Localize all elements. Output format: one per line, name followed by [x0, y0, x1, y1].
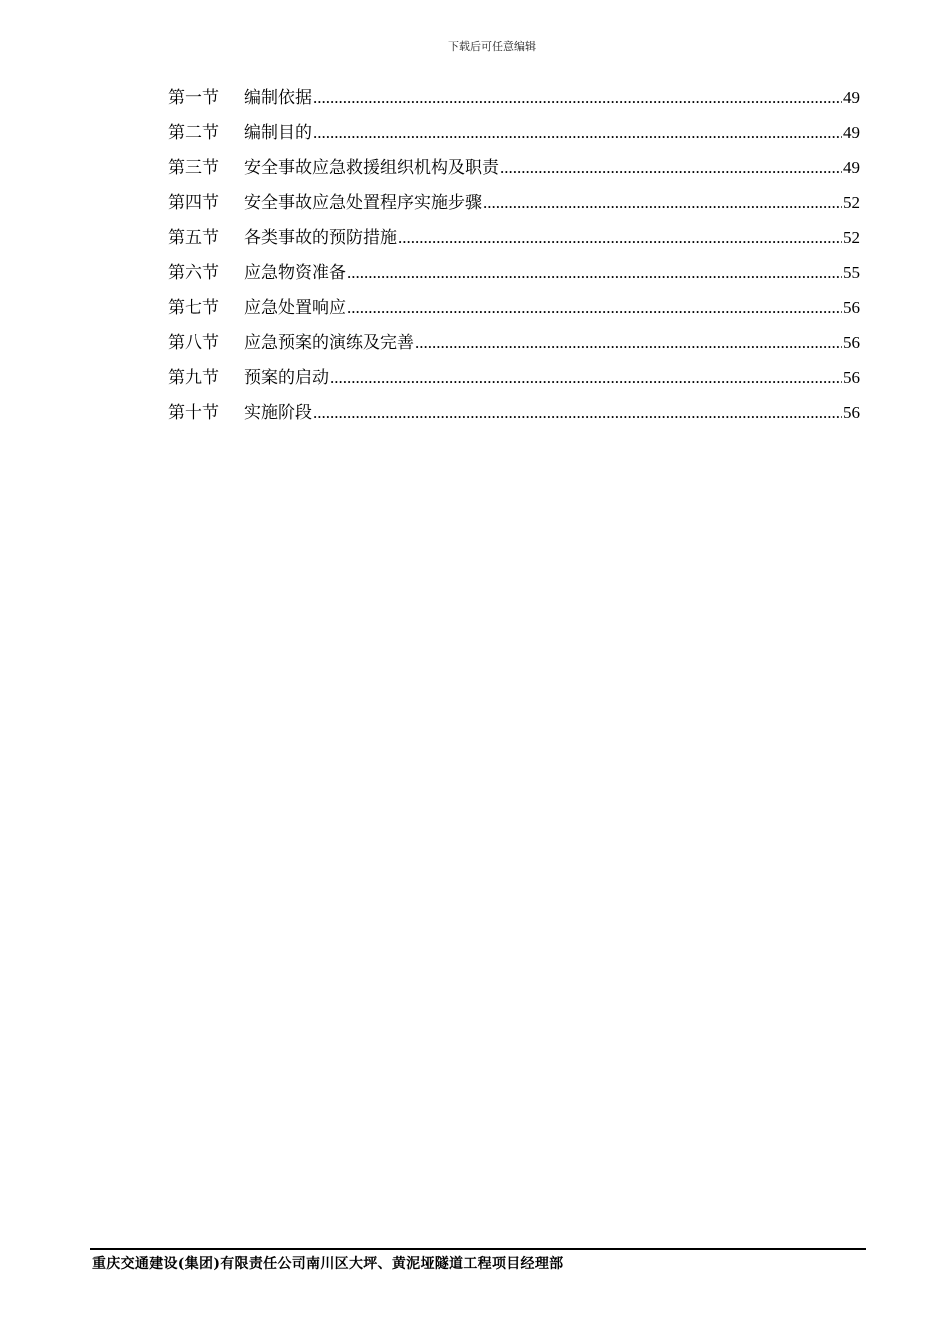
toc-section-title: 预案的启动 — [244, 368, 329, 388]
toc-section-title: 安全事故应急救援组织机构及职责 — [244, 158, 499, 178]
toc-page-number: 56 — [843, 333, 860, 352]
toc-section-number: 第八节 — [168, 333, 219, 353]
toc-section-title: 应急处置响应 — [244, 298, 346, 318]
toc-page-number: 56 — [843, 403, 860, 422]
toc-section-number: 第四节 — [168, 193, 219, 213]
toc-section-title: 应急预案的演练及完善 — [244, 333, 414, 353]
toc-dot-leader — [500, 154, 842, 182]
toc-entry[interactable] — [168, 329, 860, 364]
toc-section-number: 第二节 — [168, 123, 219, 143]
toc-section-title: 编制依据 — [244, 88, 312, 108]
toc-page-number: 56 — [843, 298, 860, 317]
toc-section-title: 各类事故的预防措施 — [244, 228, 397, 248]
toc-dot-leader — [313, 399, 842, 427]
toc-dot-leader — [398, 224, 842, 252]
toc-section-title: 应急物资准备 — [244, 263, 346, 283]
toc-entry[interactable] — [168, 259, 860, 294]
toc-section-title: 实施阶段 — [244, 403, 312, 423]
footer-company-name: 重庆交通建设(集团)有限责任公司南川区大坪、黄泥垭隧道工程项目经理部 — [92, 1256, 564, 1272]
toc-section-number: 第一节 — [168, 88, 219, 108]
toc-page-number: 49 — [843, 158, 860, 177]
toc-section-number: 第九节 — [168, 368, 219, 388]
toc-entry[interactable] — [168, 224, 860, 259]
toc-dot-leader — [347, 294, 842, 322]
toc-entry[interactable] — [168, 189, 860, 224]
toc-section-title: 安全事故应急处置程序实施步骤 — [244, 193, 482, 213]
toc-dot-leader — [330, 364, 842, 392]
toc-section-number: 第六节 — [168, 263, 219, 283]
toc-page-number: 49 — [843, 88, 860, 107]
footer-divider — [90, 1248, 866, 1250]
toc-section-number: 第十节 — [168, 403, 219, 423]
toc-entry[interactable] — [168, 364, 860, 399]
table-of-contents — [168, 84, 860, 434]
toc-page-number: 55 — [843, 263, 860, 282]
toc-entry[interactable] — [168, 399, 860, 434]
toc-entry[interactable] — [168, 154, 860, 189]
toc-page-number: 49 — [843, 123, 860, 142]
toc-page-number: 52 — [843, 228, 860, 247]
toc-section-number: 第三节 — [168, 158, 219, 178]
page-header-note: 下载后可任意编辑 — [448, 40, 536, 53]
toc-dot-leader — [347, 259, 842, 287]
toc-entry[interactable] — [168, 119, 860, 154]
toc-page-number: 52 — [843, 193, 860, 212]
toc-dot-leader — [415, 329, 842, 357]
toc-page-number: 56 — [843, 368, 860, 387]
toc-section-title: 编制目的 — [244, 123, 312, 143]
toc-section-number: 第五节 — [168, 228, 219, 248]
toc-entry[interactable] — [168, 84, 860, 119]
toc-entry[interactable] — [168, 294, 860, 329]
toc-dot-leader — [313, 119, 842, 147]
toc-dot-leader — [313, 84, 842, 112]
toc-dot-leader — [483, 189, 842, 217]
toc-section-number: 第七节 — [168, 298, 219, 318]
